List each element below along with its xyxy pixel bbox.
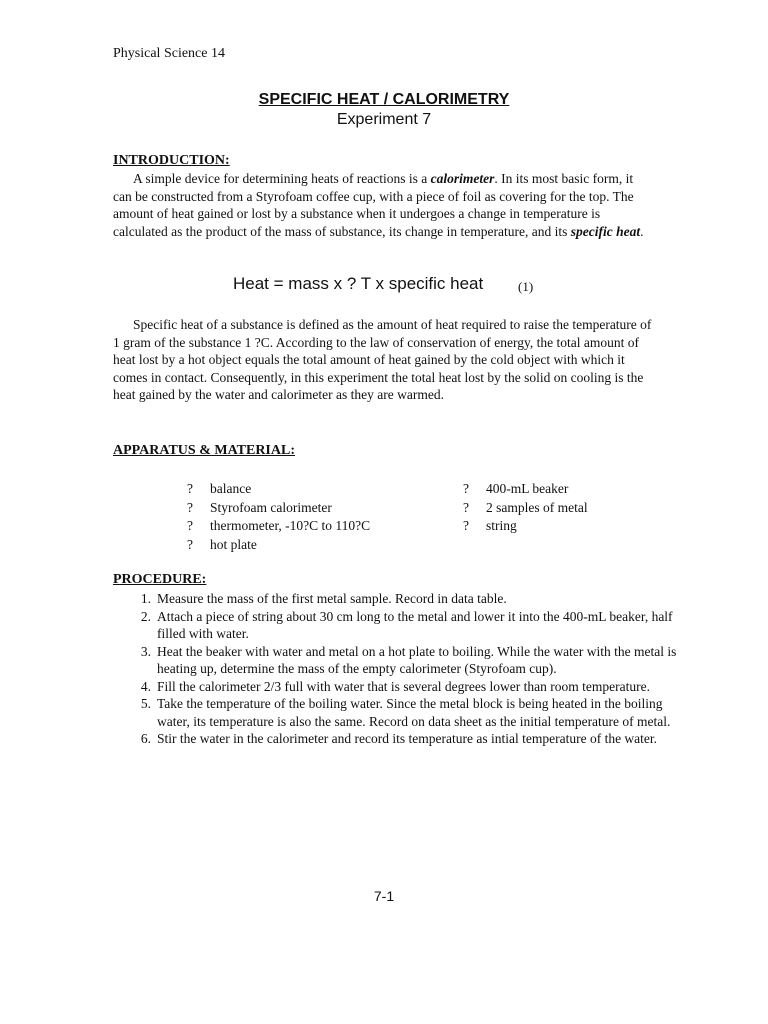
procedure-step — [127, 695, 682, 730]
bullet-mark: ? — [463, 481, 469, 496]
intro-text-part3: . — [640, 223, 644, 239]
item-thermometer: thermometer, -10?C to 110?C — [210, 518, 371, 533]
introduction-paragraph-1 — [113, 170, 653, 240]
step-number: 5. — [140, 696, 151, 711]
intro-paragraph-2-text: Specific heat of a substance is defined as the amount of heat required to raise the temperature of 1 gram of the substance 1 ?C. According to the law of conservation of energy, the total amount of heat lost by a hot object equals the total amount of heat gained by the cold object with which it comes in contact. Consequently, in this experiment the total heat lost by the solid on cooling is the heat gained by the water and calorimeter as they are warmed. — [113, 317, 652, 403]
procedure-step — [127, 643, 682, 678]
apparatus-heading: APPARATUS & MATERIAL: — [113, 443, 295, 458]
bullet-mark: ? — [187, 499, 193, 515]
procedure-heading: PROCEDURE: — [113, 572, 207, 587]
list-item — [463, 517, 588, 536]
equation-number: (1) — [518, 279, 534, 294]
intro-text-part1: A simple device for determining heats of reactions is a — [133, 171, 431, 186]
page-header: Physical Science 14 — [113, 46, 225, 61]
step-number: 6. — [140, 731, 151, 746]
introduction-heading: INTRODUCTION: — [113, 153, 230, 168]
step-number: 3. — [140, 643, 151, 659]
document-subtitle: Experiment 7 — [336, 111, 432, 128]
list-item — [187, 517, 370, 536]
item-beaker: 400-mL beaker — [486, 481, 569, 496]
specific-heat-term: specific heat — [570, 223, 641, 239]
list-item — [463, 499, 588, 518]
bullet-mark: ? — [463, 518, 469, 533]
item-metal-samples: 2 samples of metal — [486, 499, 588, 515]
step-text: Attach a piece of string about 30 cm long to the metal and lower it into the 400-mL beaker, half filled with water. — [157, 608, 673, 641]
page-number: 7-1 — [373, 888, 395, 904]
step-number: 2. — [140, 608, 151, 624]
bullet-mark: ? — [187, 481, 193, 496]
step-text: Fill the calorimeter 2/3 full with water that is several degrees lower than room temperature. — [157, 678, 650, 694]
procedure-step — [127, 590, 682, 608]
list-item — [463, 480, 588, 499]
procedure-step — [127, 730, 682, 748]
item-string: string — [486, 518, 517, 533]
document-title: SPECIFIC HEAT / CALORIMETRY — [258, 91, 510, 108]
calorimeter-term: calorimeter — [430, 171, 495, 186]
apparatus-list-left — [187, 480, 370, 554]
heat-equation: Heat = mass x ? T x specific heat — [233, 274, 484, 293]
step-text: Take the temperature of the boiling water. Since the metal block is being heated in the boiling water, its temperature is also the same. Record on data sheet as the initial temperature of metal. — [157, 696, 671, 729]
procedure-step — [127, 608, 682, 643]
step-text: Stir the water in the calorimeter and record its temperature as intial temperature of the water. — [157, 731, 658, 746]
apparatus-list-right — [463, 480, 588, 536]
step-text: Measure the mass of the first metal sample. Record in data table. — [157, 591, 507, 606]
step-number: 1. — [140, 591, 151, 606]
bullet-mark: ? — [187, 536, 193, 552]
item-calorimeter: Styrofoam calorimeter — [210, 499, 332, 515]
list-item — [187, 536, 370, 555]
step-text: Heat the beaker with water and metal on a hot plate to boiling. While the water with the metal is heating up, determine the mass of the empty calorimeter (Styrofoam cup). — [157, 643, 677, 676]
list-item — [187, 499, 370, 518]
list-item — [187, 480, 370, 499]
step-number: 4. — [140, 678, 151, 694]
procedure-step — [127, 678, 682, 696]
bullet-mark: ? — [463, 499, 469, 515]
procedure-list — [127, 590, 682, 748]
item-hot-plate: hot plate — [210, 536, 257, 552]
bullet-mark: ? — [187, 518, 193, 533]
introduction-paragraph-2 — [113, 316, 653, 404]
intro-text-part2: . In its most basic form, it can be constructed from a Styrofoam coffee cup, with a piece of foil as covering for the top. The amount of heat gained or lost by a substance when it undergoes a change in temperature is calculated as the product of the mass of substance, its change in temperature, and its — [113, 171, 634, 239]
item-balance: balance — [210, 481, 252, 496]
